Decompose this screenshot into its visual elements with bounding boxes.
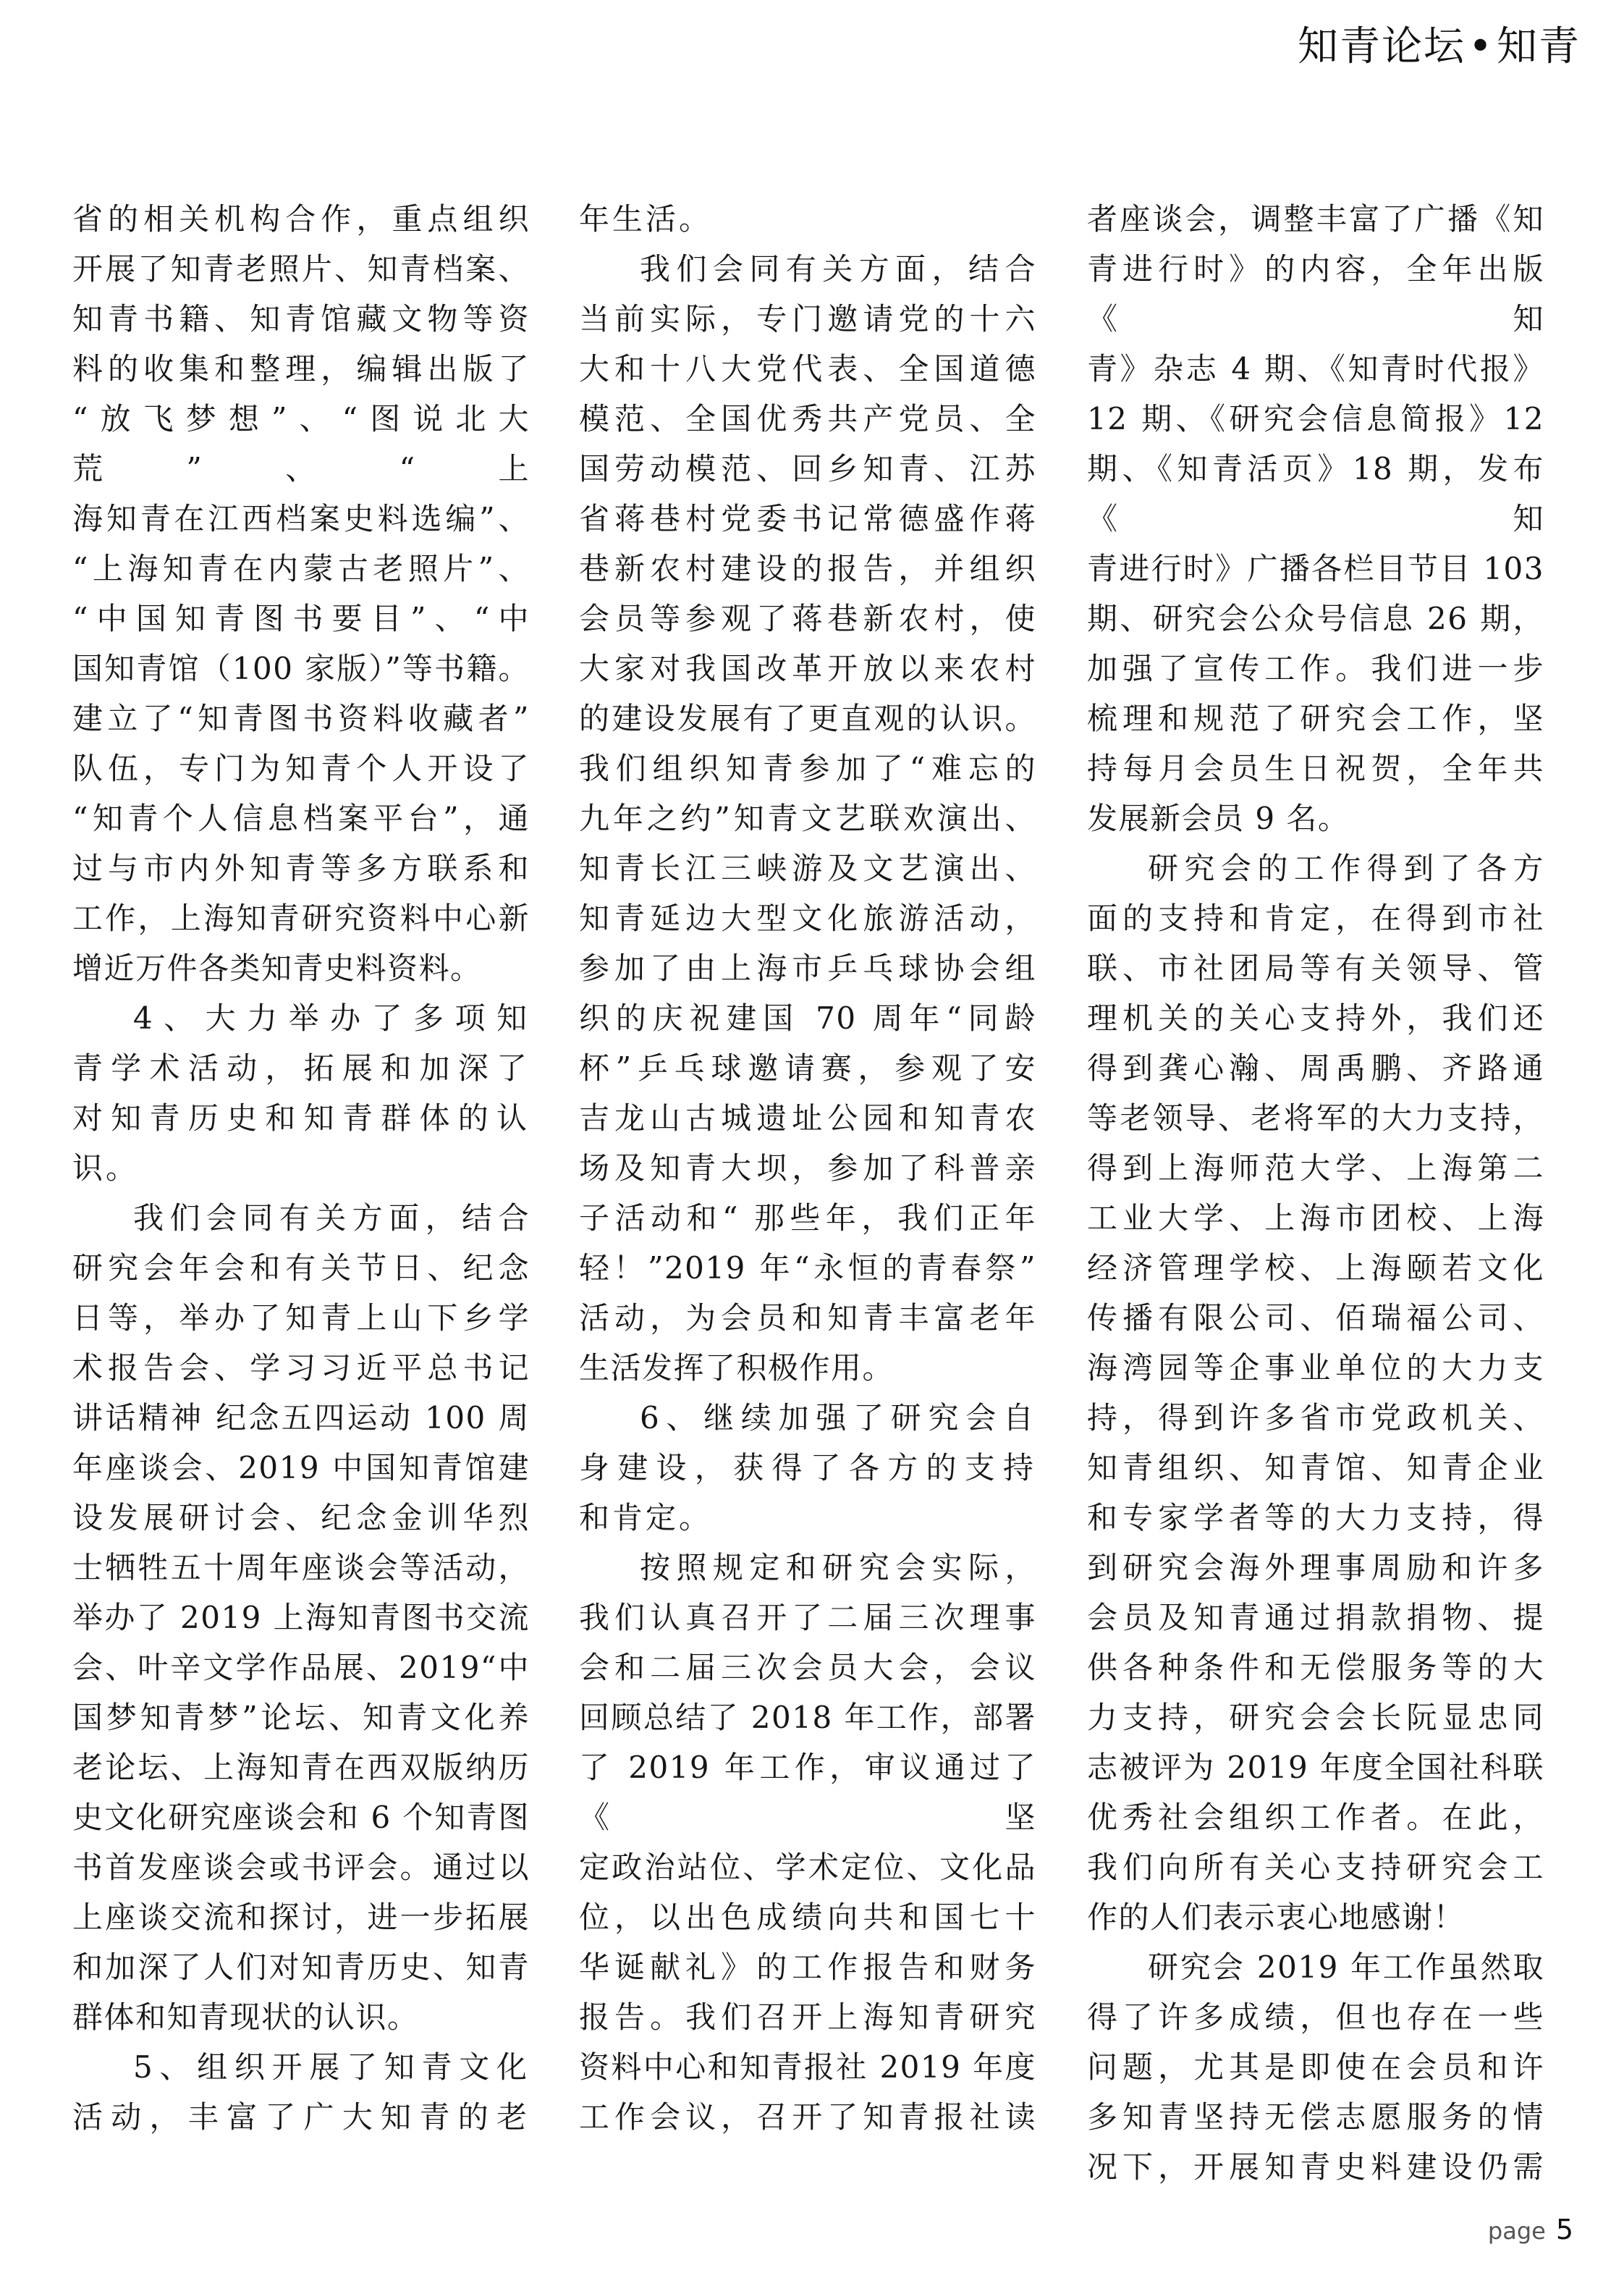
body-text-line: 期、《知青活页》18 期，发布《知 <box>1087 451 1544 536</box>
body-text-line: 优秀社会组织工作者。在此， <box>1087 1800 1544 1835</box>
body-text-line: 问题，尤其是即使在会员和许 <box>1087 2049 1544 2085</box>
body-text-line: 我们向所有关心支持研究会工 <box>1087 1850 1544 1885</box>
body-text-line: 12 期、《研究会信息简报》12 <box>1087 401 1544 437</box>
body-text-line: 会员等参观了蒋巷新农村，使 <box>579 601 1036 636</box>
body-text-line: 到研究会海外理事周励和许多 <box>1087 1550 1544 1585</box>
body-text-line: 面的支持和肯定，在得到市社 <box>1087 901 1544 936</box>
body-text-line: 作的人们表示衷心地感谢！ <box>1087 1899 1466 1935</box>
body-text-line: 位，以出色成绩向共和国七十 <box>579 1899 1036 1935</box>
body-text-line: 子活动和“ 那些年，我们正年 <box>579 1200 1036 1236</box>
body-text-line: 我们认真召开了二届三次理事 <box>579 1600 1036 1635</box>
body-text-line: 海知青在江西档案史料选编”、 <box>72 501 530 536</box>
body-text-line: 志被评为 2019 年度全国社科联 <box>1087 1750 1544 1785</box>
body-text-line: 队伍，专门为知青个人开设了 <box>72 751 530 786</box>
body-text-line: 会、叶辛文学作品展、2019“中 <box>72 1650 530 1685</box>
page-footer <box>1488 2214 1573 2245</box>
section-heading-line: 6、继续加强了研究会自 <box>640 1400 1036 1435</box>
section-heading-line: 4、大力举办了多项知 <box>133 1000 530 1036</box>
body-text-line: 定政治站位、学术定位、文化品 <box>579 1850 1036 1885</box>
body-text-line: 得了许多成绩，但也存在一些 <box>1087 1999 1544 2035</box>
body-text-line: 国知青馆（100 家版）”等书籍。 <box>72 651 530 686</box>
body-text-line: 书首发座谈会或书评会。通过以 <box>72 1850 530 1885</box>
body-text-line: 了 2019 年工作，审议通过了《坚 <box>579 1750 1036 1835</box>
body-text-line: 持，得到许多省市党政机关、 <box>1087 1400 1544 1435</box>
body-text-line: 讲话精神 纪念五四运动 100 周 <box>72 1400 530 1435</box>
body-text-line: 我们会同有关方面，结合 <box>640 251 1036 287</box>
section-heading-line: 5、组织开展了知青文化 <box>133 2049 530 2085</box>
body-text-line: 力支持，研究会会长阮显忠同 <box>1087 1700 1544 1735</box>
body-text-line: “中国知青图书要目”、“中 <box>72 601 530 636</box>
body-text-line: 和专家学者等的大力支持，得 <box>1087 1500 1544 1535</box>
body-text-line: 料的收集和整理，编辑出版了 <box>72 351 530 387</box>
body-text-line: 轻！”2019 年“永恒的青春祭” <box>579 1250 1036 1286</box>
body-text-line: 报告。我们召开上海知青研究 <box>579 1999 1036 2035</box>
body-text-line: 的建设发展有了更直观的认识。 <box>579 701 1036 736</box>
body-text-line: 会和二届三次会员大会，会议 <box>579 1650 1036 1685</box>
body-text-line: 研究会年会和有关节日、纪念 <box>72 1250 530 1286</box>
body-text-line: 织的庆祝建国 70 周年“同龄 <box>579 1000 1036 1036</box>
body-text-line: 经济管理学校、上海颐若文化 <box>1087 1250 1544 1286</box>
body-text-line: 期、研究会公众号信息 26 期， <box>1087 601 1544 636</box>
body-text-line: 史文化研究座谈会和 6 个知青图 <box>72 1800 530 1835</box>
body-text-line: 吉龙山古城遗址公园和知青农 <box>579 1100 1036 1136</box>
text-column-2 <box>579 194 1036 2142</box>
body-text-line: 过与市内外知青等多方联系和 <box>72 851 530 886</box>
body-text-line: 回顾总结了 2018 年工作，部署 <box>579 1700 1036 1735</box>
body-text-line: 发展新会员 9 名。 <box>1087 801 1350 836</box>
section-heading-line: 年生活。 <box>579 201 713 237</box>
header-separator: • <box>1468 23 1494 70</box>
running-header <box>1298 14 1581 72</box>
section-heading-line: 青学术活动，拓展和加深了 <box>72 1050 530 1086</box>
body-text-line: 国劳动模范、回乡知青、江苏 <box>579 451 1036 486</box>
body-text-line: 供各种条件和无偿服务等的大 <box>1087 1650 1544 1685</box>
body-text-line: “上海知青在内蒙古老照片”、 <box>72 551 530 586</box>
body-text-line: 加强了宣传工作。我们进一步 <box>1087 651 1544 686</box>
body-text-line: 等老领导、老将军的大力支持， <box>1087 1100 1544 1136</box>
body-text-line: “放飞梦想”、“图说北大荒”、“上 <box>72 401 530 486</box>
body-text-line: 省的相关机构合作，重点组织 <box>72 201 530 237</box>
body-text-line: 举办了 2019 上海知青图书交流 <box>72 1600 530 1635</box>
body-text-line: 群体和知青现状的认识。 <box>72 1999 419 2035</box>
body-text-line: 持每月会员生日祝贺，全年共 <box>1087 751 1544 786</box>
body-text-line: 年座谈会、2019 中国知青馆建 <box>72 1450 530 1485</box>
body-text-line: 增近万件各类知青史料资料。 <box>72 950 482 986</box>
body-text-line: 联、市社团局等有关领导、管 <box>1087 950 1544 986</box>
body-text-line: 梳理和规范了研究会工作，坚 <box>1087 701 1544 736</box>
section-heading-line: 识。 <box>72 1150 140 1186</box>
body-text-line: 知青组织、知青馆、知青企业 <box>1087 1450 1544 1485</box>
body-text-line: 青进行时》广播各栏目节目 103 <box>1087 551 1544 586</box>
text-column-1 <box>72 194 530 2142</box>
body-text-line: 设发展研讨会、纪念金训华烈 <box>72 1500 530 1535</box>
body-text-line: 和加深了人们对知青历史、知青 <box>72 1949 530 1985</box>
body-text-line: 工业大学、上海市团校、上海 <box>1087 1200 1544 1236</box>
body-text-line: 活动，为会员和知青丰富老年 <box>579 1300 1036 1336</box>
body-text-line: “知青个人信息档案平台”，通 <box>72 801 530 836</box>
body-text-line: 我们会同有关方面，结合 <box>133 1200 530 1236</box>
page-number: 5 <box>1555 2214 1573 2245</box>
body-text-line: 海湾园等企事业单位的大力支 <box>1087 1350 1544 1386</box>
body-text-line: 日等，举办了知青上山下乡学 <box>72 1300 530 1336</box>
body-text-line: 省蒋巷村党委书记常德盛作蒋 <box>579 501 1036 536</box>
body-text-line: 大和十八大党代表、全国道德 <box>579 351 1036 387</box>
body-text-line: 九年之约”知青文艺联欢演出、 <box>579 801 1036 836</box>
body-text-line: 青》杂志 4 期、《知青时代报》 <box>1087 351 1544 387</box>
body-text-line: 建立了“知青图书资料收藏者” <box>72 701 530 736</box>
body-text-line: 模范、全国优秀共产党员、全 <box>579 401 1036 437</box>
body-text-line: 研究会的工作得到了各方 <box>1148 851 1544 886</box>
body-text-line: 会员及知青通过捐款捐物、提 <box>1087 1600 1544 1635</box>
body-text-line: 士牺牲五十周年座谈会等活动， <box>72 1550 530 1585</box>
body-text-line: 华诞献礼》的工作报告和财务 <box>579 1949 1036 1985</box>
body-text-line: 老论坛、上海知青在西双版纳历 <box>72 1750 530 1785</box>
body-text-line: 青进行时》的内容，全年出版《知 <box>1087 251 1544 337</box>
body-text-line: 按照规定和研究会实际， <box>640 1550 1036 1585</box>
header-section-title: 知青论坛 <box>1297 23 1466 70</box>
body-text-line: 杯”乒乓球邀请赛，参观了安 <box>579 1050 1036 1086</box>
body-text-line: 上座谈交流和探讨，进一步拓展 <box>72 1899 530 1935</box>
body-text-line: 得到上海师范大学、上海第二 <box>1087 1150 1544 1186</box>
body-text-line: 得到龚心瀚、周禹鹏、齐路通 <box>1087 1050 1544 1086</box>
section-heading-line: 身建设，获得了各方的支持 <box>579 1450 1036 1485</box>
body-text-line: 我们组织知青参加了“难忘的 <box>579 751 1036 786</box>
body-text-line: 知青书籍、知青馆藏文物等资 <box>72 301 530 337</box>
body-text-line: 况下，开展知青史料建设仍需 <box>1087 2149 1544 2185</box>
body-text-line: 国梦知青梦”论坛、知青文化养 <box>72 1700 530 1735</box>
body-text-line: 巷新农村建设的报告，并组织 <box>579 551 1036 586</box>
body-text-line: 研究会 2019 年工作虽然取 <box>1148 1949 1544 1985</box>
page-label: page <box>1487 2217 1546 2245</box>
body-text-line: 者座谈会，调整丰富了广播《知 <box>1087 201 1544 237</box>
body-text-line: 工作会议，召开了知青报社读 <box>579 2099 1036 2135</box>
header-magazine-title: 知青 <box>1497 23 1581 70</box>
body-text-line: 资料中心和知青报社 2019 年度 <box>579 2049 1036 2085</box>
body-text-line: 参加了由上海市乒乓球协会组 <box>579 950 1036 986</box>
section-heading-line: 活动，丰富了广大知青的老 <box>72 2099 530 2135</box>
body-text-line: 传播有限公司、佰瑞福公司、 <box>1087 1300 1544 1336</box>
body-text-line: 多知青坚持无偿志愿服务的情 <box>1087 2099 1544 2135</box>
body-text-line: 大家对我国改革开放以来农村 <box>579 651 1036 686</box>
section-heading-line: 对知青历史和知青群体的认 <box>72 1100 530 1136</box>
body-text-line: 当前实际，专门邀请党的十六 <box>579 301 1036 337</box>
body-text-line: 知青延边大型文化旅游活动， <box>579 901 1036 936</box>
body-text-line: 工作，上海知青研究资料中心新 <box>72 901 530 936</box>
body-text-line: 场及知青大坝，参加了科普亲 <box>579 1150 1036 1186</box>
body-text-line: 开展了知青老照片、知青档案、 <box>72 251 530 287</box>
body-text-line: 术报告会、学习习近平总书记 <box>72 1350 530 1386</box>
body-text-line: 知青长江三峡游及文艺演出、 <box>579 851 1036 886</box>
body-text-line: 生活发挥了积极作用。 <box>579 1350 895 1386</box>
text-column-3 <box>1087 194 1544 2192</box>
body-text-line: 理机关的关心支持外，我们还 <box>1087 1000 1544 1036</box>
section-heading-line: 和肯定。 <box>579 1500 713 1535</box>
